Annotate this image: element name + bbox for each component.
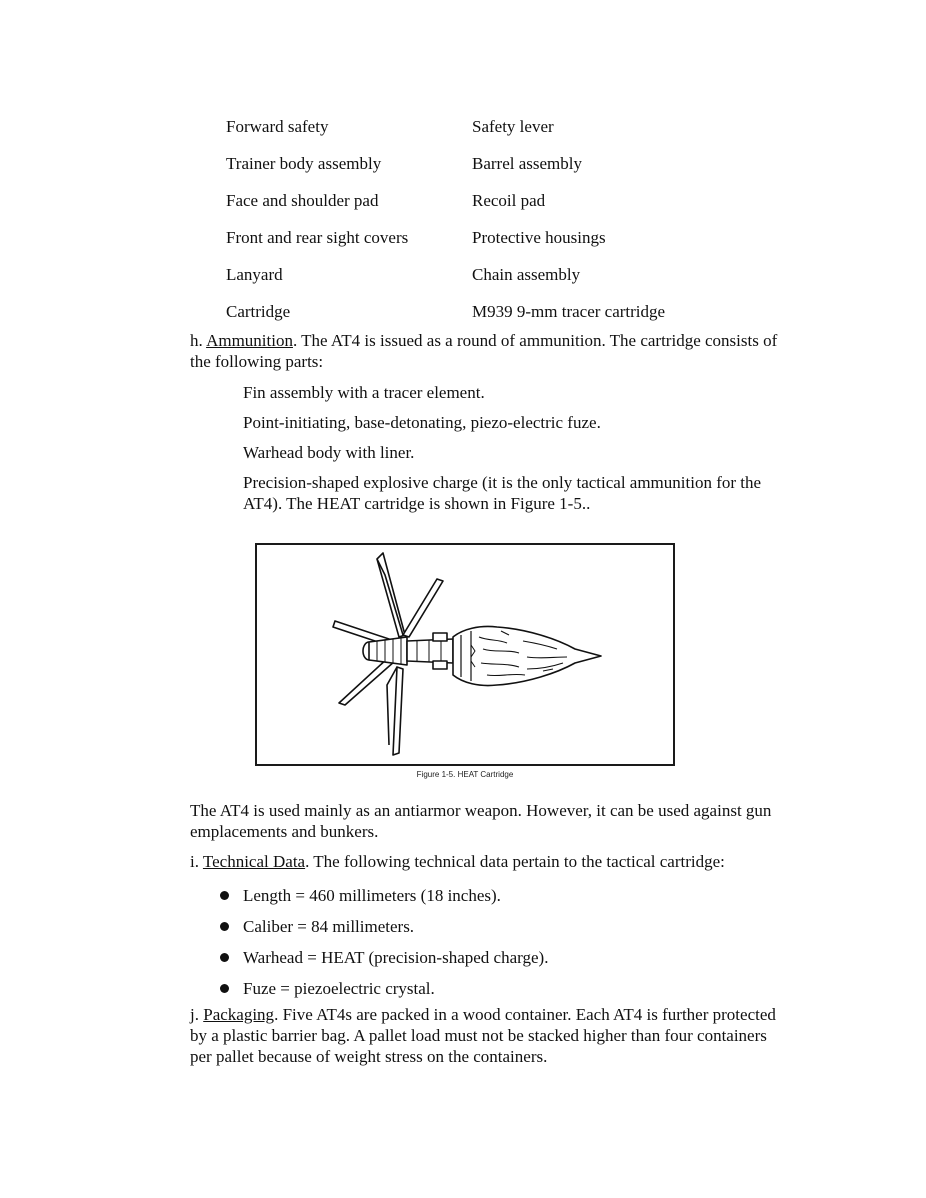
part-left: Lanyard bbox=[226, 265, 283, 284]
part-left: Forward safety bbox=[226, 117, 329, 136]
technical-data-item: Caliber = 84 millimeters. bbox=[243, 917, 415, 936]
bullet-icon bbox=[220, 891, 229, 900]
part-right: Recoil pad bbox=[472, 191, 546, 210]
part-left: Front and rear sight covers bbox=[226, 228, 409, 247]
heat-cartridge-illustration bbox=[257, 545, 673, 764]
technical-data-list bbox=[220, 880, 780, 1004]
ammunition-part: Warhead body with liner. bbox=[243, 443, 415, 462]
parts-row bbox=[226, 227, 746, 264]
ammunition-prefix: h. bbox=[190, 331, 207, 350]
packaging-prefix: j. bbox=[190, 1005, 204, 1024]
part-left: Face and shoulder pad bbox=[226, 191, 379, 210]
packaging-heading: Packaging bbox=[203, 1005, 275, 1024]
part-left: Cartridge bbox=[226, 302, 291, 321]
technical-data-item: Length = 460 millimeters (18 inches). bbox=[243, 886, 501, 905]
list-item bbox=[220, 973, 780, 1004]
technical-data-paragraph bbox=[190, 851, 790, 872]
usage-paragraph: The AT4 is used mainly as an antiarmor weapon. However, it can be used against gun emplacements and bunkers. bbox=[190, 801, 772, 841]
technical-data-text: . The following technical data pertain to the tactical cartridge: bbox=[305, 852, 725, 871]
packaging-paragraph bbox=[190, 1004, 790, 1067]
part-right: Protective housings bbox=[472, 228, 606, 247]
bullet-icon bbox=[220, 953, 229, 962]
ammunition-paragraph bbox=[190, 330, 790, 372]
part-right: Safety lever bbox=[472, 117, 554, 136]
ammunition-part: Precision-shaped explosive charge (it is the only tactical ammunition for the AT4). The HEAT cartridge is shown in Figure 1-5.. bbox=[243, 473, 762, 513]
list-item bbox=[220, 911, 780, 942]
technical-data-prefix: i. bbox=[190, 852, 203, 871]
ammunition-heading: Ammunition bbox=[206, 331, 293, 350]
parts-row bbox=[226, 264, 746, 301]
heat-cartridge-figure bbox=[255, 543, 675, 766]
parts-row bbox=[226, 190, 746, 227]
parts-row bbox=[226, 153, 746, 190]
ammunition-parts-list bbox=[243, 382, 783, 523]
ammunition-part: Fin assembly with a tracer element. bbox=[243, 383, 485, 402]
technical-data-item: Warhead = HEAT (precision-shaped charge). bbox=[243, 948, 549, 967]
ammunition-part: Point-initiating, base-detonating, piezo-electric fuze. bbox=[243, 413, 601, 432]
part-right: Barrel assembly bbox=[472, 154, 582, 173]
ammunition-text: . The AT4 is issued as a round of ammunition. The cartridge consists of the following parts: bbox=[190, 331, 778, 371]
parts-table bbox=[226, 116, 746, 338]
parts-row bbox=[226, 116, 746, 153]
technical-data-item: Fuze = piezoelectric crystal. bbox=[243, 979, 435, 998]
list-item bbox=[220, 880, 780, 911]
part-left: Trainer body assembly bbox=[226, 154, 382, 173]
technical-data-heading: Technical Data bbox=[202, 852, 306, 871]
list-item bbox=[220, 942, 780, 973]
part-right: Chain assembly bbox=[472, 265, 581, 284]
packaging-text: . Five AT4s are packed in a wood container. Each AT4 is further protected by a plastic barrier bag. A pallet load must not be stacked higher than four containers per pallet because of weight stress on the containers. bbox=[190, 1005, 776, 1066]
part-right: M939 9-mm tracer cartridge bbox=[472, 302, 666, 321]
figure-caption: Figure 1-5. HEAT Cartridge bbox=[416, 770, 514, 779]
bullet-icon bbox=[220, 922, 229, 931]
bullet-icon bbox=[220, 984, 229, 993]
